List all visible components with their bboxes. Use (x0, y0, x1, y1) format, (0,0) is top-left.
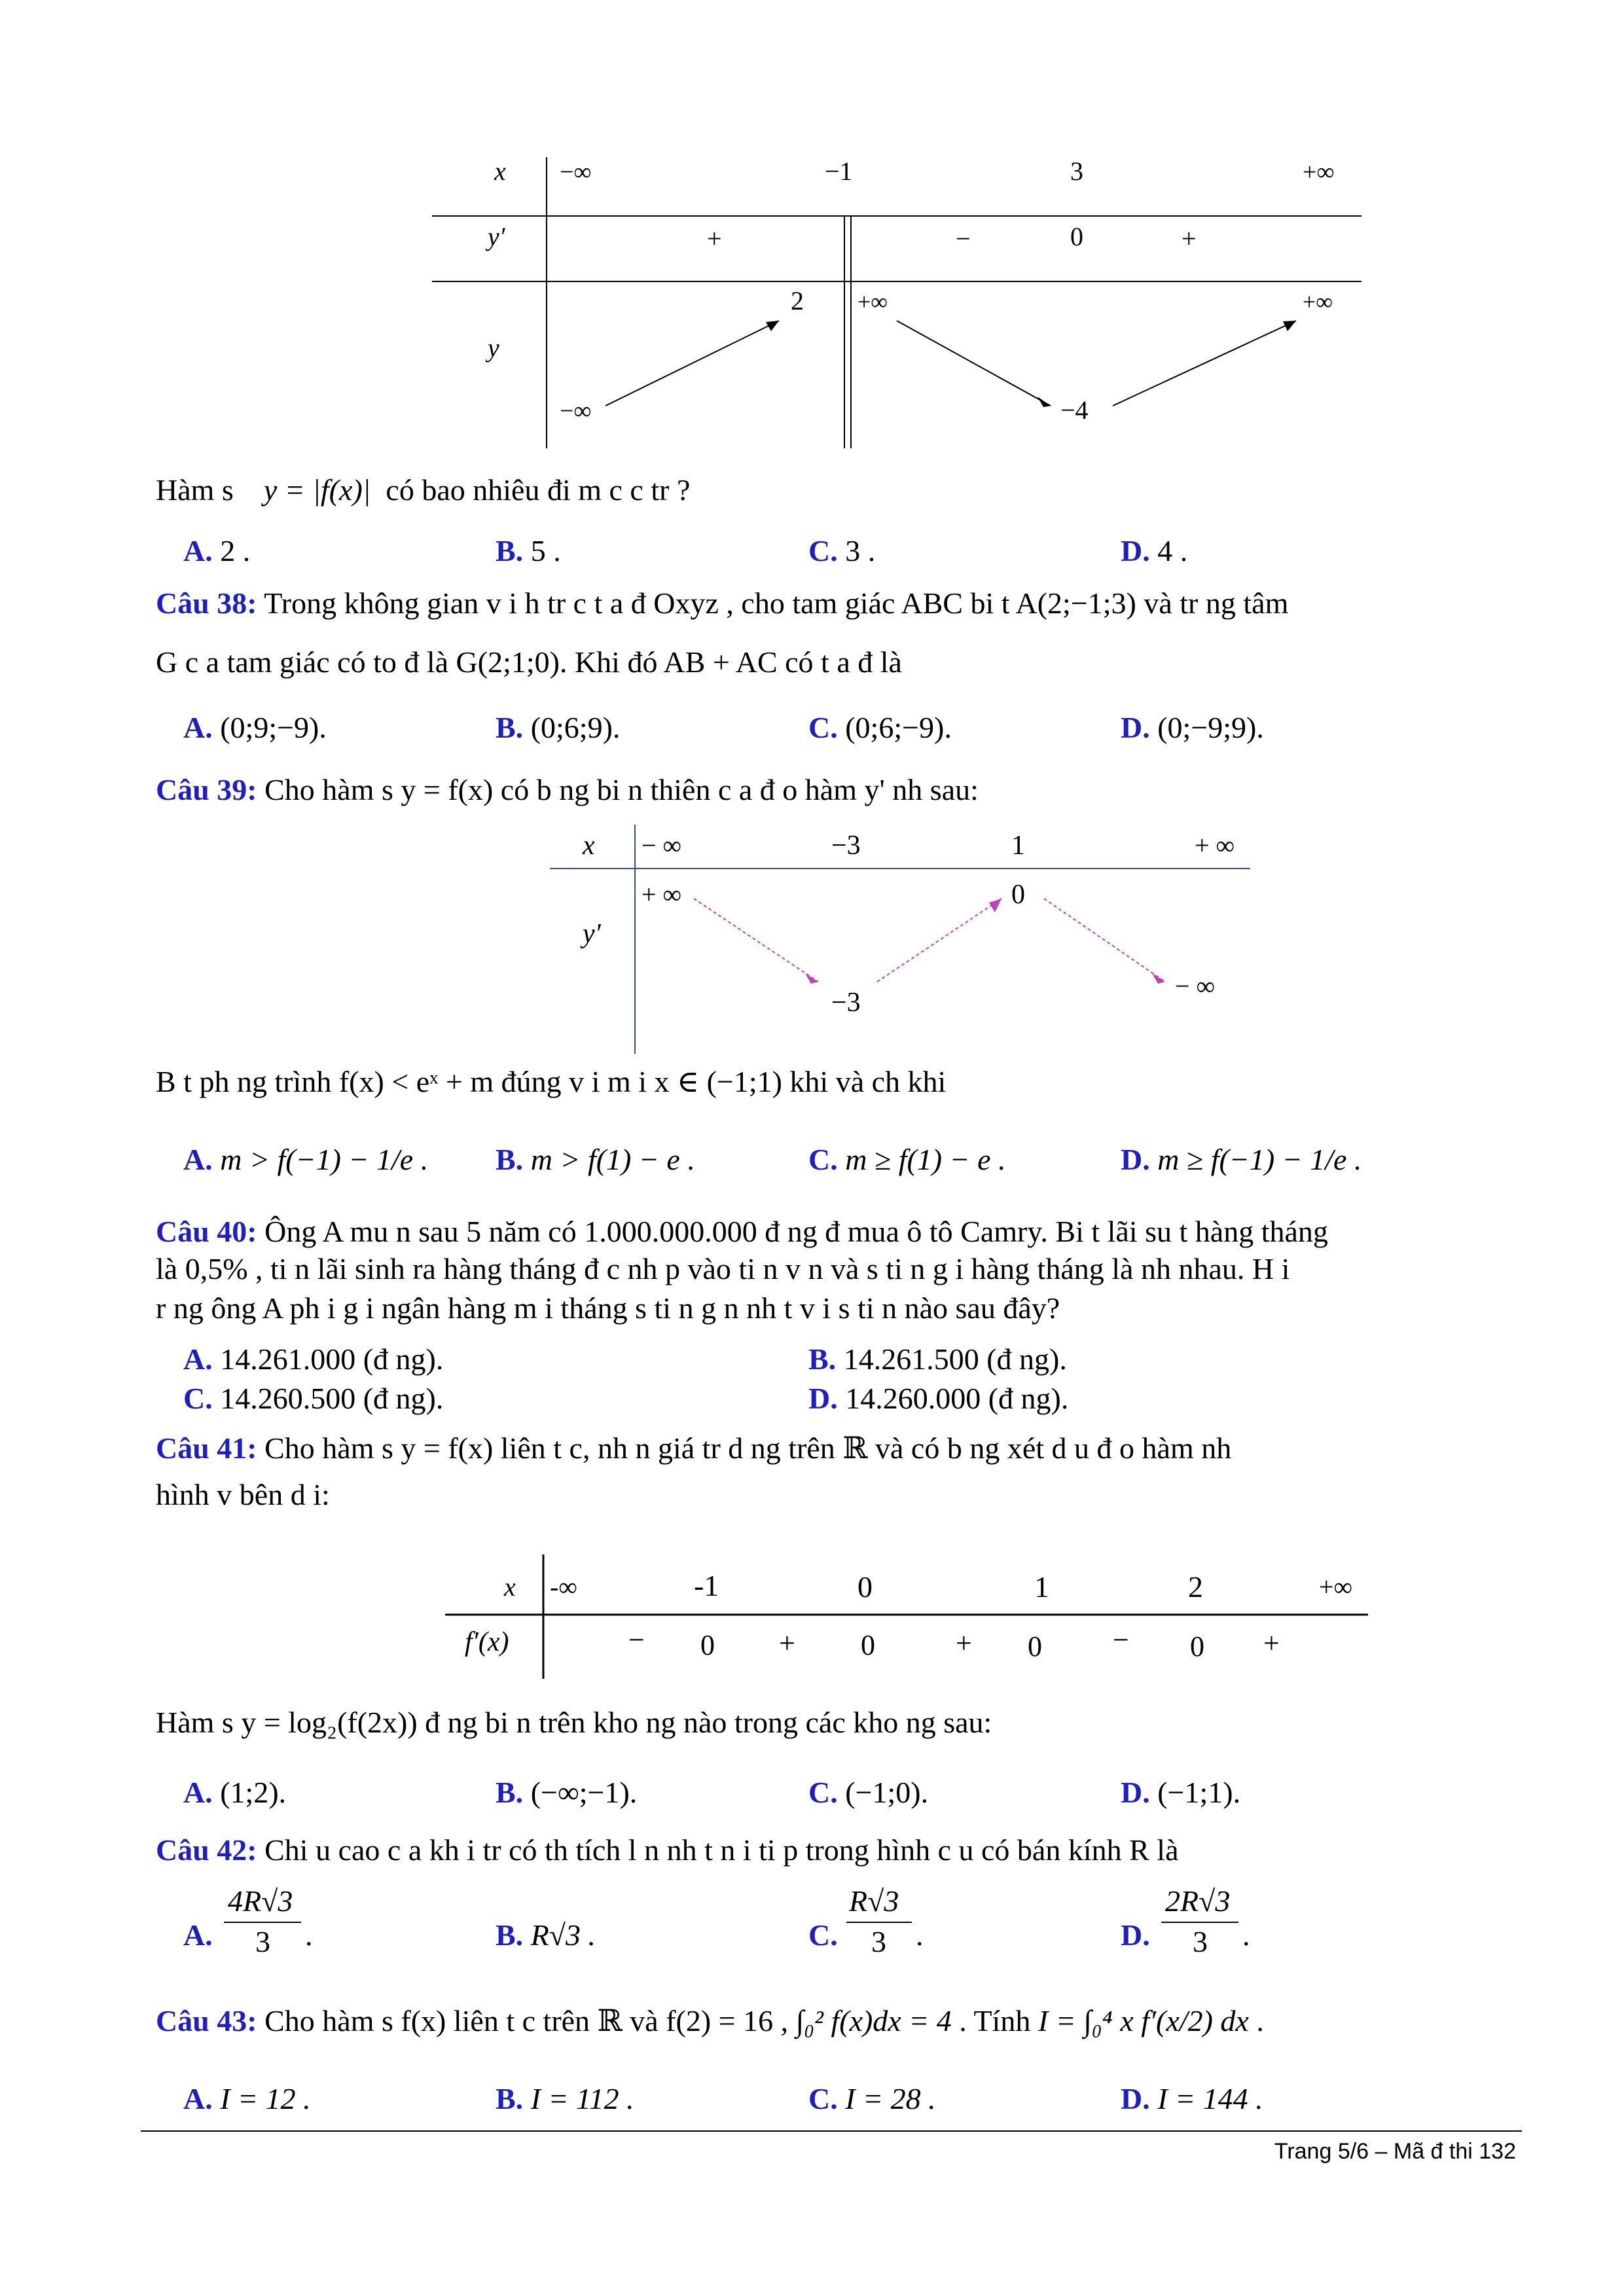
page-footer: Trang 5/6 – Mã đ thi 132 (1274, 2139, 1516, 2164)
q41-x-val: -1 (694, 1569, 719, 1602)
q39-title: Câu 39: (156, 773, 257, 806)
q37-x-label: x (494, 156, 506, 186)
q43-option-d[interactable]: D. I = 144 . (1121, 2082, 1263, 2115)
q41-question-line3: Hàm s y = log₂(f(2x)) đ ng bi n trên kho ng nào trong các kho ng sau: (156, 1706, 992, 1739)
q38-question-line1: Câu 38: Trong không gian v i h tr c t a đ Oxyz , cho tam giác ABC bi t A(2;−1;3) và tr ng tâm (156, 586, 1289, 620)
q37-y-val: +∞ (1303, 289, 1333, 315)
q37-yp-sign: − (956, 224, 971, 253)
q42-title: Câu 42: (156, 1833, 257, 1867)
q37-option-b[interactable]: B. 5 . (496, 534, 561, 567)
q43-option-c[interactable]: C. I = 28 . (808, 2082, 936, 2115)
q41-fp-label: f′(x) (465, 1627, 509, 1657)
q40-option-c[interactable]: C. 14.260.500 (đ ng). (183, 1382, 444, 1415)
q39-y-val: −3 (831, 988, 861, 1018)
q37-variation-table (432, 151, 1362, 452)
footer-divider (141, 2130, 1522, 2132)
q39-question-line2: B t ph ng trình f(x) < eˣ + m đúng v i m i x ∈ (−1;1) khi và ch khi (156, 1065, 947, 1098)
q41-sign: + (956, 1627, 972, 1659)
q39-x-val: − ∞ (641, 831, 682, 860)
q41-option-d[interactable]: D. (−1;1). (1121, 1776, 1241, 1809)
q40-question-line3: r ng ông A ph i g i ngân hàng m i tháng s ti n g n nh t v i s ti n nào sau đây? (156, 1291, 1060, 1325)
q37-question: Hàm s y = |f(x)| có bao nhiêu đi m c c tr ? (156, 473, 691, 507)
q38-option-a[interactable]: A. (0;9;−9). (183, 711, 327, 744)
q41-sign: − (1113, 1624, 1129, 1656)
q40-option-a[interactable]: A. 14.261.000 (đ ng). (183, 1342, 444, 1376)
q38-option-d[interactable]: D. (0;−9;9). (1121, 711, 1264, 744)
q37-yp-sign: + (1182, 224, 1197, 253)
q37-formula: y = |f(x)| (263, 473, 371, 507)
q39-y-val: − ∞ (1175, 971, 1216, 1001)
q41-x-label: x (504, 1572, 516, 1602)
q37-x-val: −1 (825, 156, 853, 186)
q37-option-c[interactable]: C. 3 . (808, 534, 876, 567)
q41-sign: 0 (861, 1629, 875, 1661)
q37-option-a[interactable]: A. 2 . (183, 534, 251, 567)
q39-option-d[interactable]: D. m ≥ f(−1) − 1/e . (1121, 1143, 1362, 1176)
q39-variation-table (543, 821, 1270, 1057)
q43-integral-1: ∫₀² f(x)dx = 4 (795, 2004, 952, 2037)
q42-option-b[interactable]: B. R√3 . (496, 1918, 596, 1952)
q41-option-a[interactable]: A. (1;2). (183, 1776, 287, 1809)
q38-title: Câu 38: (156, 586, 257, 620)
q37-option-d[interactable]: D. 4 . (1121, 534, 1188, 567)
q41-option-b[interactable]: B. (−∞;−1). (496, 1776, 638, 1809)
q42-question: Câu 42: Chi u cao c a kh i tr có th tích l n nh t n i ti p trong hình c u có bán kính R là (156, 1833, 1179, 1867)
q39-x-label: x (583, 831, 595, 861)
q41-title: Câu 41: (156, 1431, 257, 1465)
q41-x-val: 2 (1188, 1570, 1203, 1604)
q41-x-val: -∞ (550, 1572, 577, 1602)
q41-sign: 0 (1028, 1630, 1042, 1662)
q39-y-val: + ∞ (641, 880, 682, 909)
q39-y-val: 0 (1011, 880, 1025, 910)
q41-question-line1: Câu 41: Cho hàm s y = f(x) liên t c, nh n giá tr d ng trên ℝ và có b ng xét d u đ o hàm nh (156, 1431, 1232, 1465)
q43-option-b[interactable]: B. I = 112 . (496, 2082, 634, 2115)
q37-x-val: −∞ (560, 158, 592, 186)
q39-option-a[interactable]: A. m > f(−1) − 1/e . (183, 1143, 429, 1176)
q39-option-b[interactable]: B. m > f(1) − e . (496, 1143, 695, 1176)
q41-sign: 0 (700, 1629, 715, 1661)
q40-title: Câu 40: (156, 1215, 257, 1248)
q41-sign: + (779, 1627, 795, 1659)
q41-sign: − (628, 1624, 645, 1656)
q41-sign: 0 (1190, 1630, 1204, 1662)
q41-x-val: +∞ (1319, 1572, 1353, 1602)
q39-option-c[interactable]: C. m ≥ f(1) − e . (808, 1143, 1006, 1176)
q38-option-b[interactable]: B. (0;6;9). (496, 711, 621, 744)
q41-x-val: 1 (1034, 1570, 1049, 1604)
q39-x-val: 1 (1011, 831, 1025, 861)
q40-question-line1: Câu 40: Ông A mu n sau 5 năm có 1.000.000.000 đ ng đ mua ô tô Camry. Bi t lãi su t hàng tháng (156, 1215, 1328, 1248)
q41-x-val: 0 (857, 1570, 873, 1604)
q41-option-c[interactable]: C. (−1;0). (808, 1776, 929, 1809)
q41-sign-table (439, 1551, 1375, 1682)
q39-x-val: + ∞ (1195, 831, 1235, 860)
q41-question-line2: hình v bên d i: (156, 1478, 330, 1511)
q37-yp-sign: + (707, 224, 722, 253)
q37-y-val: 2 (791, 286, 804, 315)
q39-question-line1: Câu 39: Cho hàm s y = f(x) có b ng bi n thiên c a đ o hàm y' nh sau: (156, 773, 979, 806)
q37-y-val: −∞ (560, 397, 592, 425)
q40-option-b[interactable]: B. 14.261.500 (đ ng). (808, 1342, 1067, 1376)
q41-sign: + (1263, 1627, 1280, 1659)
q38-option-c[interactable]: C. (0;6;−9). (808, 711, 952, 744)
q39-yp-label: y′ (583, 919, 601, 949)
q37-yp-sign: 0 (1070, 222, 1083, 251)
q38-question-line2: G c a tam giác có to đ là G(2;1;0). Khi đó AB + AC có t a đ là (156, 645, 902, 679)
q40-question-line2: là 0,5% , ti n lãi sinh ra hàng tháng đ c nh p vào ti n v n và s ti n g i hàng tháng là nh nhau. H i (156, 1252, 1290, 1285)
q39-x-val: −3 (831, 831, 861, 861)
q37-x-val: +∞ (1303, 158, 1335, 186)
q37-y-val: −4 (1060, 395, 1089, 425)
q37-yp-label: y′ (488, 222, 505, 251)
q40-option-d[interactable]: D. 14.260.000 (đ ng). (808, 1382, 1069, 1415)
q37-y-val: +∞ (857, 289, 888, 315)
q43-title: Câu 43: (156, 2004, 257, 2037)
q43-question: Câu 43: Cho hàm s f(x) liên t c trên ℝ và f(2) = 16 , ∫₀² f(x)dx = 4 . Tính I = ∫₀⁴ x f′(x/2) dx . (156, 2004, 1264, 2037)
q43-option-a[interactable]: A. I = 12 . (183, 2082, 311, 2115)
q43-integral-2: I = ∫₀⁴ x f′(x/2) dx (1038, 2004, 1249, 2037)
q37-x-val: 3 (1070, 156, 1083, 186)
q37-y-label: y (488, 333, 499, 363)
